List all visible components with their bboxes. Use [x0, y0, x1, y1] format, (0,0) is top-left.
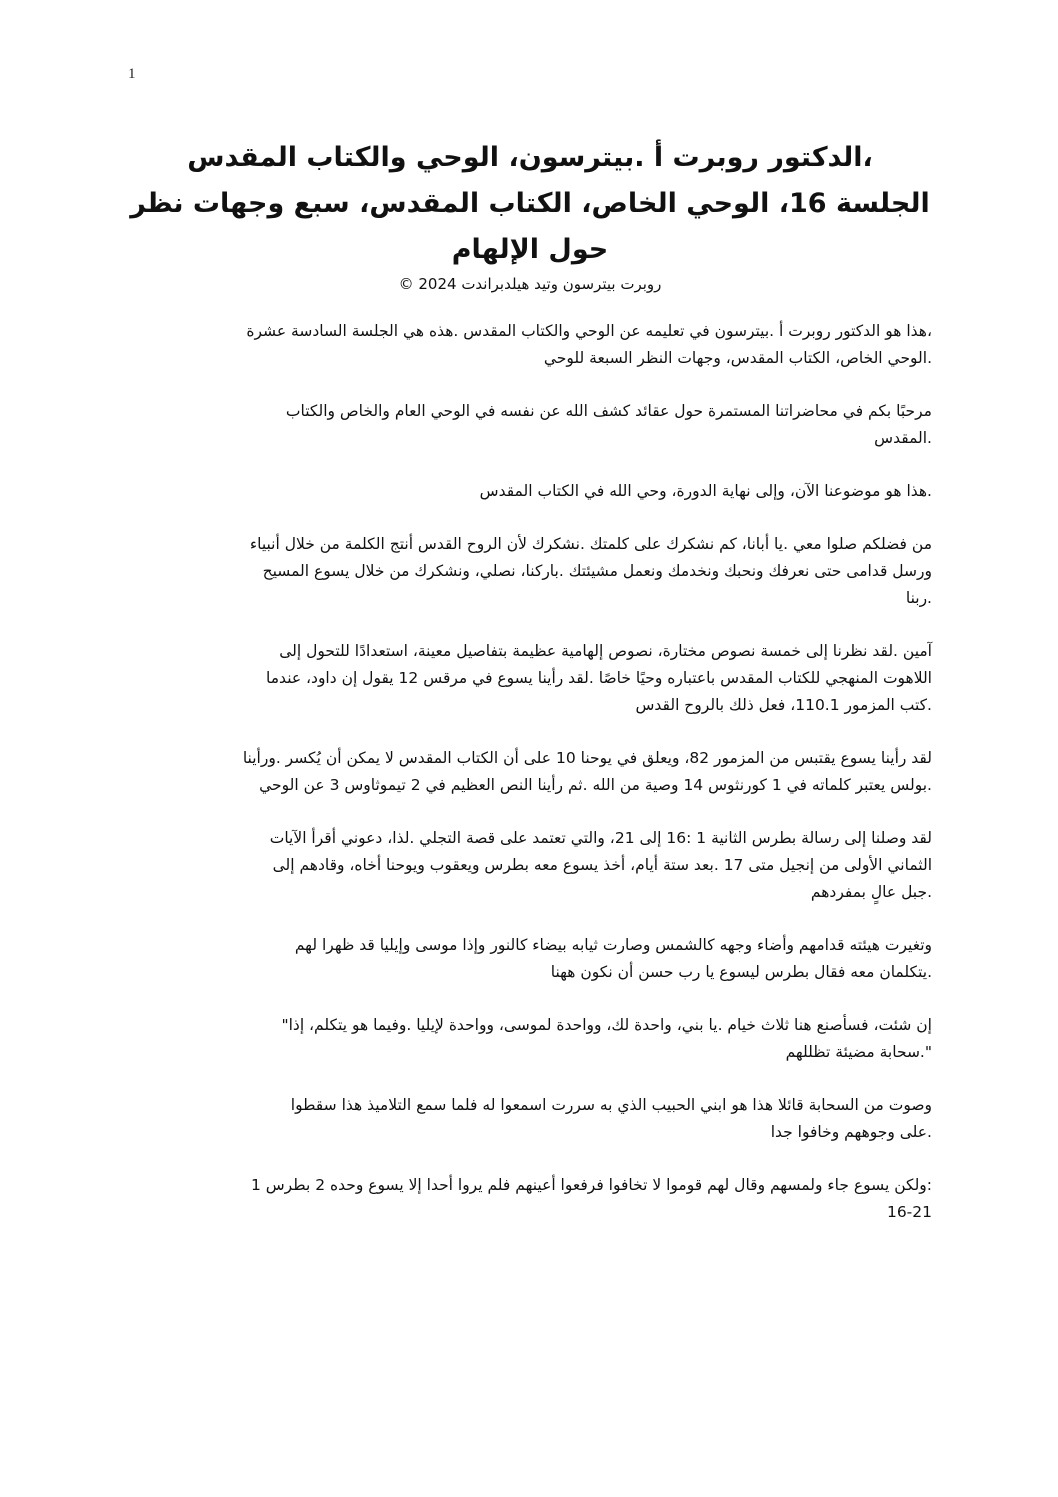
- paragraph-line: .بولس يعتبر كلماته في 1 كورنثوس 14 وصية من الله .ثم رأينا النص العظيم في 2 تيموثاوس 3 عن الوحي: [259, 776, 932, 794]
- document-title-line-3: حول الإلهام: [451, 234, 609, 265]
- paragraph-line: لقد وصلنا إلى رسالة بطرس الثانية 1 :16 إلى 21، والتي تعتمد على قصة التجلي .لذا، دعوني أقرأ الآيات: [269, 829, 932, 847]
- document-title-line-2: الجلسة 16، الوحي الخاص، الكتاب المقدس، سبع وجهات نظر: [130, 188, 930, 219]
- paragraph-welcome: [130, 398, 932, 452]
- paragraph-line: .هذا هو موضوعنا الآن، وإلى نهاية الدورة، وحي الله في الكتاب المقدس: [479, 482, 932, 500]
- paragraph-review-mark: [130, 638, 932, 719]
- paragraph-line: مرحبًا بكم في محاضراتنا المستمرة حول عقائد كشف الله عن نفسه في الوحي العام والخاص والكتاب: [285, 402, 932, 420]
- page-number: 1: [128, 66, 136, 82]
- paragraph-line: آمين .لقد نظرنا إلى خمسة نصوص مختارة، نصوص إلهامية عظيمة بتفاصيل معينة، استعدادًا للتحول إلى: [279, 642, 932, 660]
- paragraph-line: .المقدس: [874, 429, 932, 447]
- document-header: [130, 135, 930, 295]
- paragraph-second-peter: [130, 825, 932, 906]
- paragraph-voice: [130, 1092, 932, 1146]
- paragraph-intro: [130, 318, 932, 372]
- paragraph-prayer: [130, 531, 932, 612]
- paragraph-line: من فضلكم صلوا معي .يا أبانا، كم نشكرك على كلمتك .نشكرك لأن الروح القدس أنتج الكلمة من خلال أنبياء: [249, 535, 932, 553]
- paragraph-line: .كتب المزمور 110.1، فعل ذلك بالروح القدس: [635, 696, 932, 714]
- paragraph-line: .جبل عالٍ بمفردهم: [810, 883, 932, 901]
- paragraph-line: وتغيرت هيئته قدامهم وأضاء وجهه كالشمس وصارت ثيابه بيضاء كالنور وإذا موسى وإيليا قد ظهرا لهم: [294, 936, 932, 954]
- document-title-line-1: ،الدكتور روبرت أ .بيترسون، الوحي والكتاب المقدس: [187, 142, 873, 173]
- paragraph-topic: [130, 478, 932, 505]
- paragraph-line: ،هذا هو الدكتور روبرت أ .بيترسون في تعليمه عن الوحي والكتاب المقدس .هذه هي الجلسة السادسة عشرة: [246, 322, 932, 340]
- paragraph-line: ورسل قدامى حتى نعرفك ونحبك ونخدمك ونعمل مشيئتك .باركنا، نصلي، ونشكرك من خلال يسوع المسيح: [262, 562, 932, 580]
- copyright-notice: روبرت بيترسون وتيد هيلدبراندت 2024 ©: [398, 275, 662, 293]
- paragraph-review-john: [130, 745, 932, 799]
- paragraph-line: وصوت من السحابة قائلا هذا هو ابني الحبيب الذي به سررت اسمعوا له فلما سمع التلاميذ هذا سقطوا: [290, 1096, 932, 1114]
- paragraph-transfiguration: [130, 932, 932, 986]
- paragraph-line: ".سحابة مضيئة تظللهم: [785, 1043, 932, 1061]
- paragraph-jesus-alone: [130, 1172, 932, 1226]
- paragraph-line: 16-21: [886, 1203, 932, 1221]
- paragraph-line: لقد رأينا يسوع يقتبس من المزمور 82، ويعلق في يوحنا 10 على أن الكتاب المقدس لا يمكن أن يُكسر .ورأينا: [242, 749, 932, 767]
- paragraph-line: .على وجوههم وخافوا جدا: [770, 1123, 932, 1141]
- paragraph-line: .ربنا: [905, 589, 932, 607]
- paragraph-line: :ولكن يسوع جاء ولمسهم وقال لهم قوموا لا تخافوا فرفعوا أعينهم فلم يروا أحدا إلا يسوع وحده 2 بطرس 1: [250, 1176, 932, 1194]
- paragraph-line: اللاهوت المنهجي للكتاب المقدس باعتباره وحيًا خاصًا .لقد رأينا يسوع في مرقس 12 يقول إن داود، عندما: [266, 669, 932, 687]
- paragraph-line: .يتكلمان معه فقال بطرس ليسوع يا رب حسن أن نكون ههنا: [550, 963, 932, 981]
- document-body: [130, 318, 932, 1252]
- paragraph-line: الثماني الأولى من إنجيل متى 17 .بعد ستة أيام، أخذ يسوع معه بطرس ويعقوب ويوحنا أخاه، وقادهم إلى: [272, 856, 932, 874]
- paragraph-line: إن شئت، فسأصنع هنا ثلاث خيام .يا بني، واحدة لك، وواحدة لموسى، وواحدة لإيليا .وفيما هو يتكلم، إذا": [281, 1016, 932, 1034]
- paragraph-line: .الوحي الخاص، الكتاب المقدس، وجهات النظر السبعة للوحي: [543, 349, 932, 367]
- paragraph-tents: [130, 1012, 932, 1066]
